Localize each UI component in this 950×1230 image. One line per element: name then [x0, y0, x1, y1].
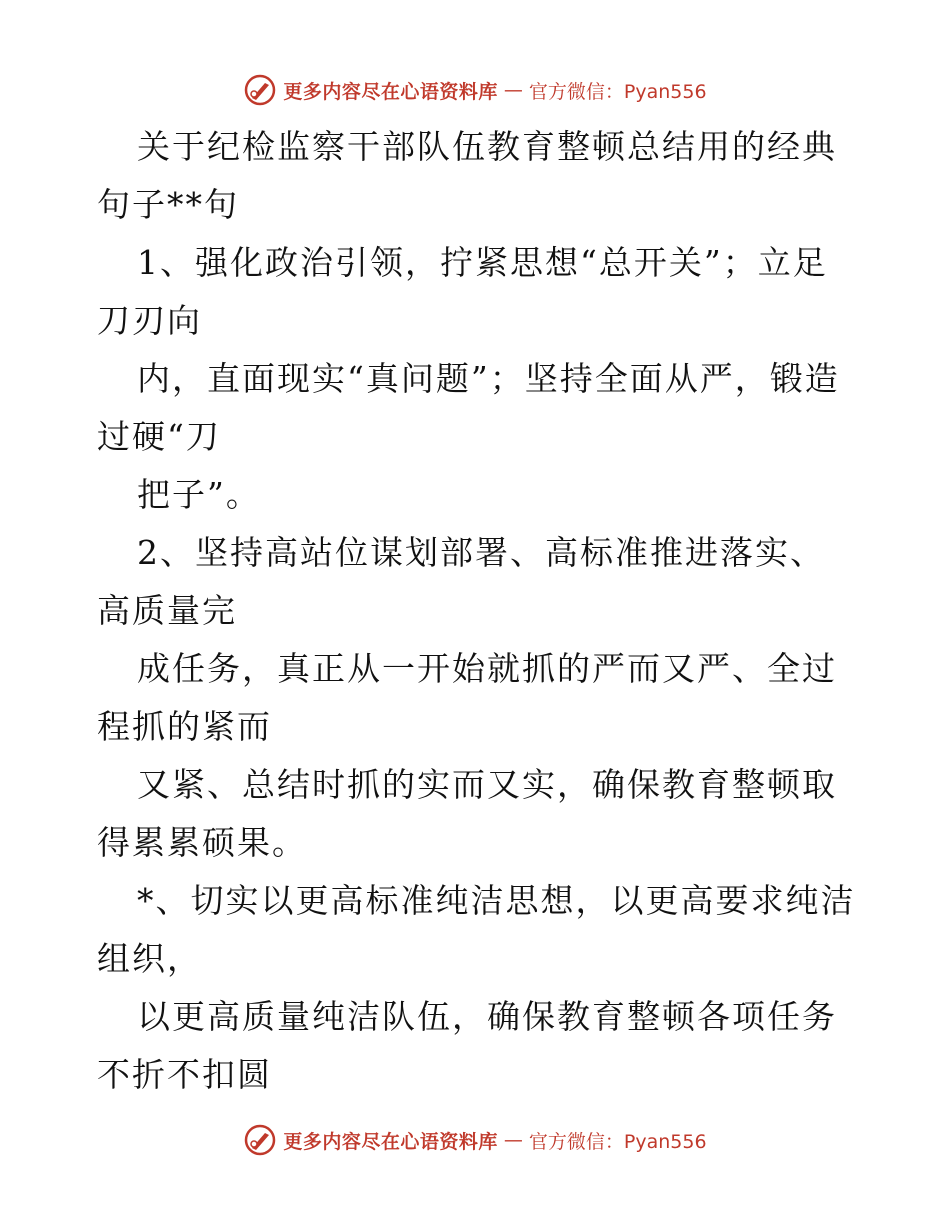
- paragraph: 把子”。: [137, 475, 261, 514]
- banner-account: 官方微信：Pyan556: [528, 80, 707, 103]
- footer-watermark-banner: [0, 1120, 950, 1160]
- banner-text: 更多内容尽在心语资料库: [283, 80, 498, 103]
- banner-text: 更多内容尽在心语资料库: [283, 1130, 498, 1153]
- banner-separator: —: [503, 1129, 523, 1151]
- header-watermark-banner: [0, 70, 950, 110]
- paragraph: 2、坚持高站位谋划部署、高标准推进落实、高质量完: [97, 533, 825, 630]
- quill-logo-icon: [243, 73, 277, 107]
- paragraph: 以更高质量纯洁队伍，确保教育整顿各项任务不折不扣圆: [97, 997, 837, 1094]
- document-body: [97, 118, 857, 1104]
- paragraph: 又紧、总结时抓的实而又实，确保教育整顿取得累累硕果。: [97, 765, 837, 862]
- quill-logo-icon: [243, 1123, 277, 1157]
- banner-account: 官方微信：Pyan556: [528, 1130, 707, 1153]
- paragraph: 内，直面现实“真问题”；坚持全面从严，锻造过硬“刀: [97, 359, 840, 456]
- paragraph: 成任务，真正从一开始就抓的严而又严、全过程抓的紧而: [97, 649, 837, 746]
- paragraph: 1、强化政治引领，拧紧思想“总开关”；立足刀刃向: [97, 243, 828, 340]
- banner-separator: —: [503, 79, 523, 101]
- paragraph: *、切实以更高标准纯洁思想，以更高要求纯洁组织，: [97, 881, 856, 978]
- paragraph-title: 关于纪检监察干部队伍教育整顿总结用的经典句子**句: [97, 127, 837, 224]
